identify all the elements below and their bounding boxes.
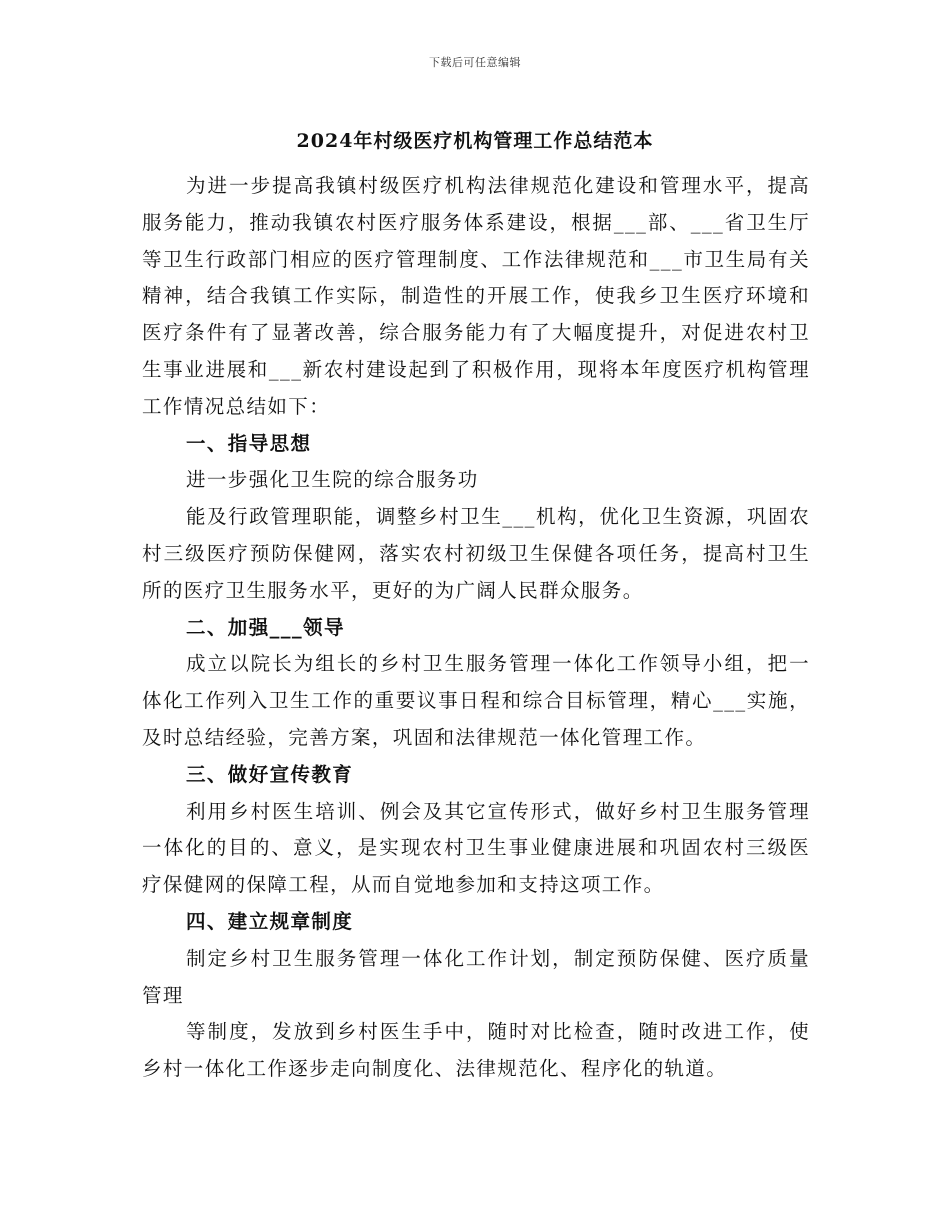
section-heading-4: 四、建立规章制度 bbox=[186, 909, 354, 933]
section-3-paragraph: 利用乡村医生培训、例会及其它宣传形式，做好乡村卫生服务管理一体化的目的、意义，是实现农村卫生事业健康进展和巩固农村三级医疗保健网的保障工程，从而自觉地参加和支持这项工作。 bbox=[142, 799, 810, 897]
header-note: 下载后可任意编辑 bbox=[429, 56, 521, 69]
document-body bbox=[142, 168, 810, 1088]
section-heading-2: 二、加强___领导 bbox=[186, 615, 345, 639]
section-heading-3: 三、做好宣传教育 bbox=[186, 762, 354, 786]
section-1-paragraph-a: 进一步强化卫生院的综合服务功 bbox=[186, 468, 479, 492]
section-4-paragraph-a: 制定乡村卫生服务管理一体化工作计划，制定预防保健、医疗质量管理 bbox=[142, 946, 810, 1007]
section-4-paragraph-b: 等制度，发放到乡村医生手中，随时对比检查，随时改进工作，使乡村一体化工作逐步走向制度化、法律规范化、程序化的轨道。 bbox=[142, 1020, 810, 1081]
section-heading-1: 一、指导思想 bbox=[186, 431, 312, 455]
intro-paragraph: 为进一步提高我镇村级医疗机构法律规范化建设和管理水平，提高服务能力，推动我镇农村医疗服务体系建设，根据___部、___省卫生厅等卫生行政部门相应的医疗管理制度、工作法律规范和___市卫生局有关精神，结合我镇工作实际，制造性的开展工作，使我乡卫生医疗环境和医疗条件有了显著改善，综合服务能力有了大幅度提升，对促进农村卫生事业进展和___新农村建设起到了积极作用，现将本年度医疗机构管理工作情况总结如下： bbox=[142, 174, 810, 418]
document-title: 2024年村级医疗机构管理工作总结范本 bbox=[296, 130, 654, 152]
section-1-paragraph-b: 能及行政管理职能，调整乡村卫生___机构，优化卫生资源，巩固农村三级医疗预防保健网，落实农村初级卫生保健各项任务，提高村卫生所的医疗卫生服务水平，更好的为广阔人民群众服务。 bbox=[142, 505, 810, 602]
section-2-paragraph: 成立以院长为组长的乡村卫生服务管理一体化工作领导小组，把一体化工作列入卫生工作的重要议事日程和综合目标管理，精心___实施，及时总结经验，完善方案，巩固和法律规范一体化管理工作。 bbox=[142, 652, 810, 749]
